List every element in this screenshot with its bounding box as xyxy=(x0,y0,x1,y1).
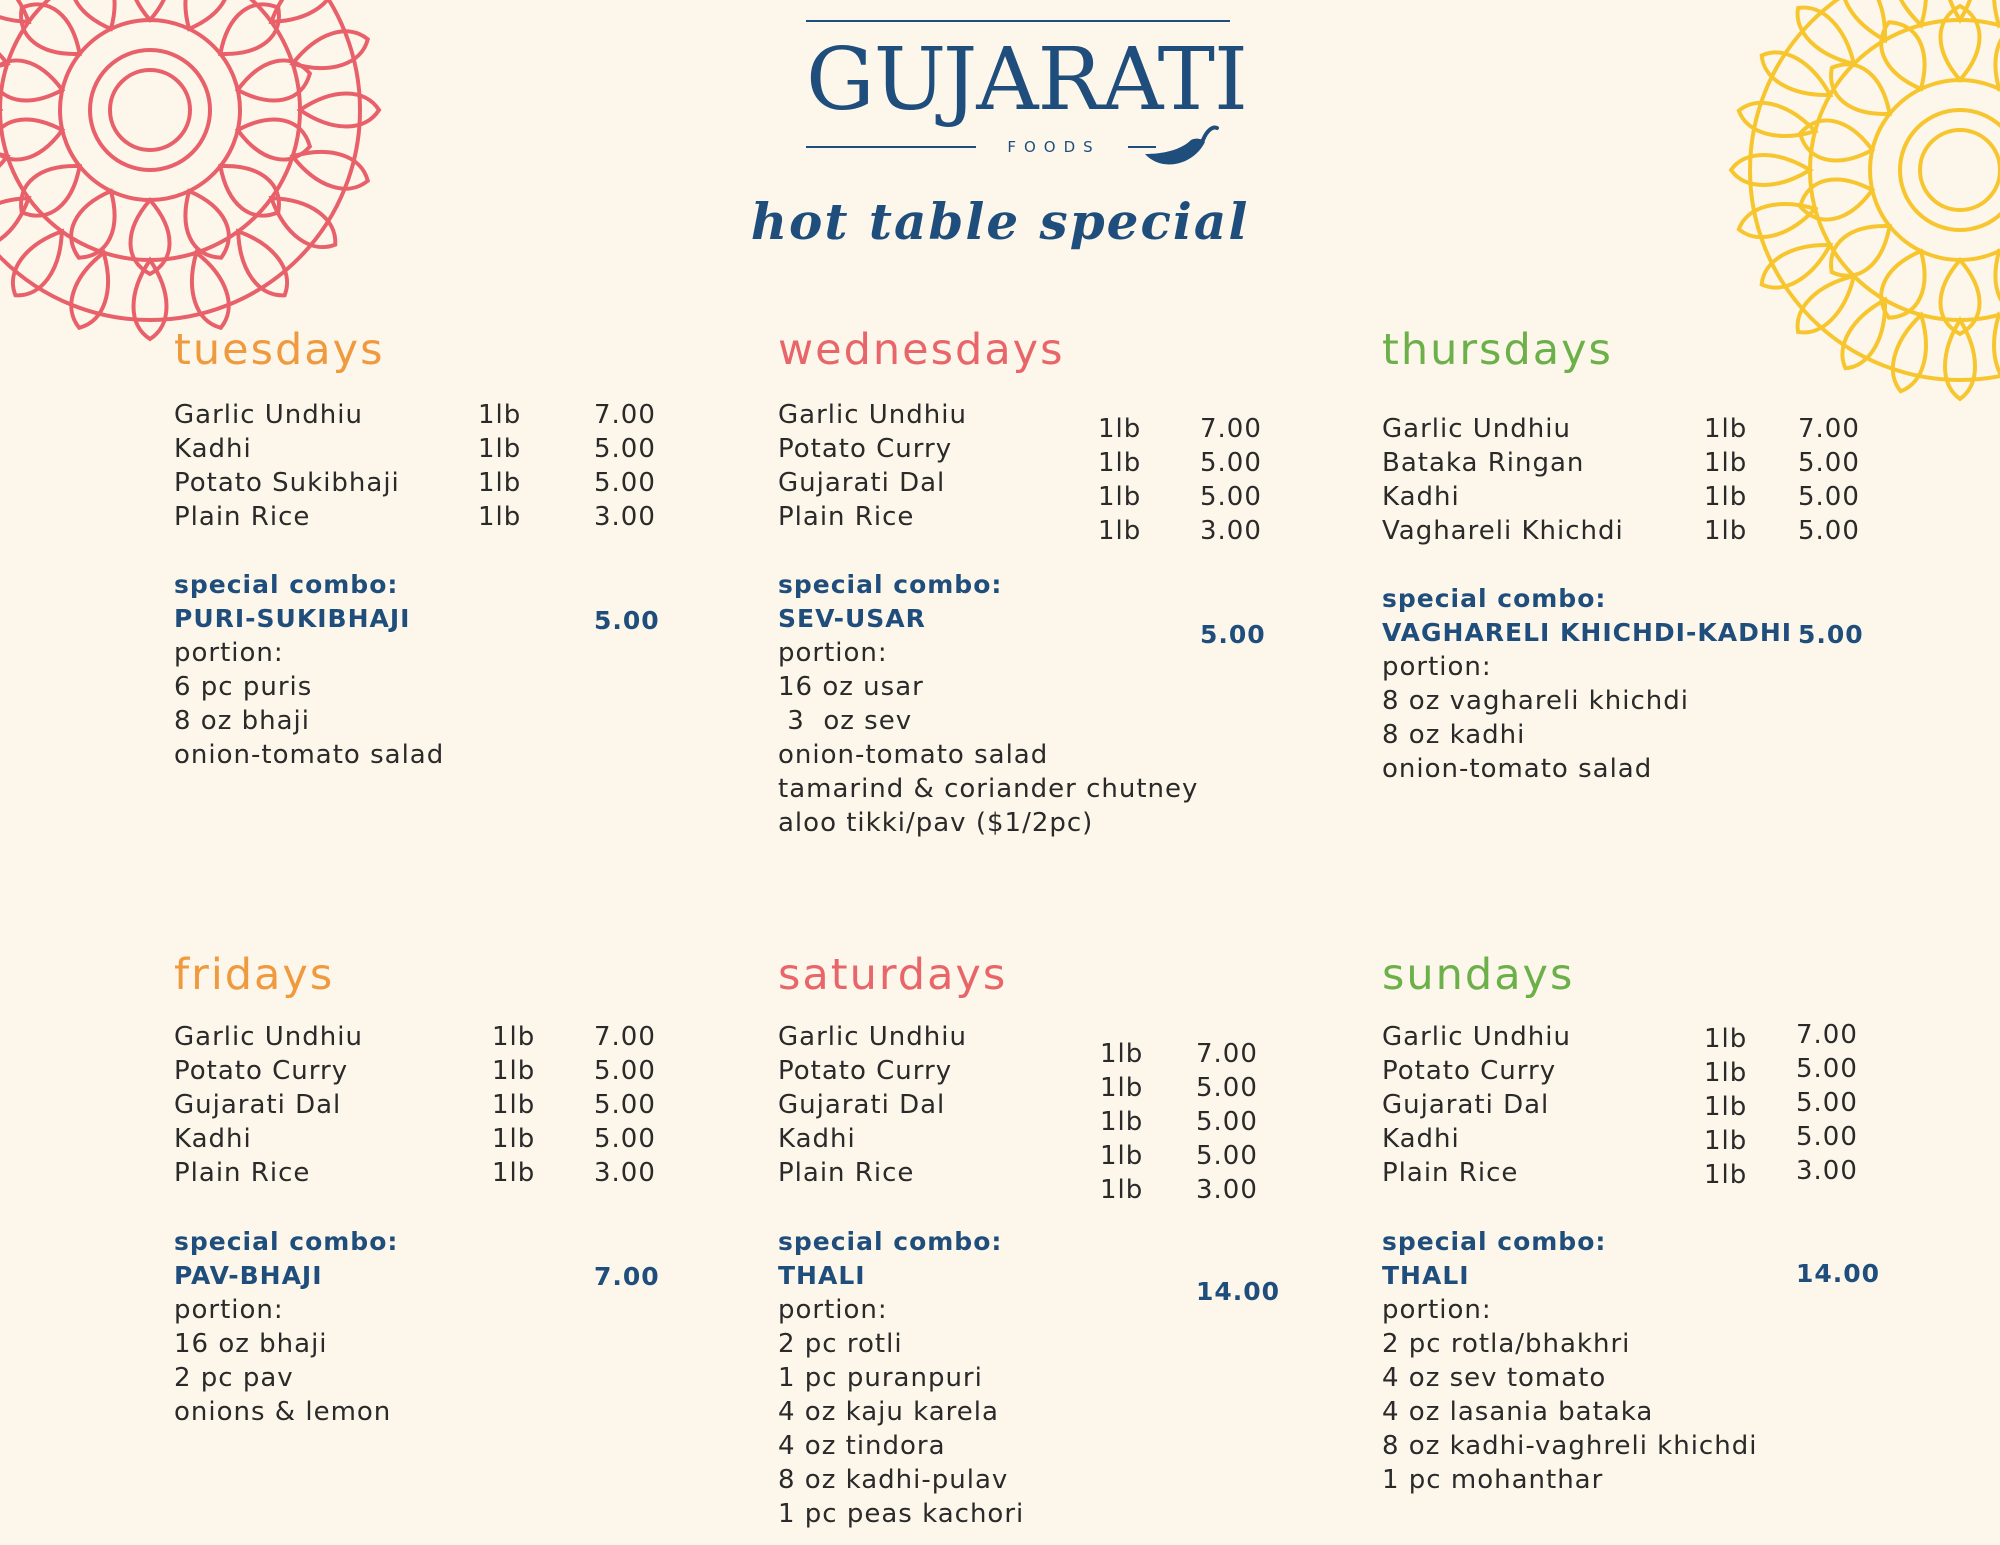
item-prices xyxy=(1796,1018,1858,1188)
item-price: 5.00 xyxy=(594,468,656,498)
combo-name: VAGHARELI KHICHDI-KADHI xyxy=(1382,618,1793,647)
combo-price: 5.00 xyxy=(1798,620,1864,649)
item-qty: 1lb xyxy=(1704,516,1748,546)
item-name: Bataka Ringan xyxy=(1382,448,1585,478)
portion-line: portion: xyxy=(174,638,284,668)
item-qty: 1lb xyxy=(1100,1039,1144,1069)
portion-line: 1 pc mohanthar xyxy=(1382,1465,1604,1495)
item-name: Kadhi xyxy=(174,1124,252,1154)
day-heading: thursdays xyxy=(1382,325,1613,375)
portion-line: portion: xyxy=(174,1295,284,1325)
item-names xyxy=(1382,412,1624,548)
combo-price: 14.00 xyxy=(1196,1277,1281,1306)
special-combo xyxy=(778,568,1198,840)
combo-price: 5.00 xyxy=(594,606,660,635)
item-prices xyxy=(1798,412,1860,548)
portion-line: portion: xyxy=(778,638,888,668)
item-price: 7.00 xyxy=(1796,1020,1858,1050)
page-title: hot table special xyxy=(750,192,1250,251)
item-qty: 1lb xyxy=(1098,448,1142,478)
item-qty: 1lb xyxy=(492,1090,536,1120)
combo-name: SEV-USAR xyxy=(778,604,926,633)
item-price: 3.00 xyxy=(594,502,656,532)
item-name: Plain Rice xyxy=(174,1158,311,1188)
item-price: 3.00 xyxy=(594,1158,656,1188)
portion-line: 16 oz bhaji xyxy=(174,1329,328,1359)
item-price: 5.00 xyxy=(594,434,656,464)
combo-name: THALI xyxy=(778,1261,866,1290)
combo-portion xyxy=(778,636,1198,840)
item-name: Gujarati Dal xyxy=(1382,1090,1550,1120)
item-price: 7.00 xyxy=(1200,414,1262,444)
combo-portion xyxy=(174,1293,398,1429)
combo-label: special combo: xyxy=(174,570,399,599)
item-name: Kadhi xyxy=(1382,482,1460,512)
item-qty: 1lb xyxy=(478,502,522,532)
portion-line: onion-tomato salad xyxy=(778,740,1049,770)
item-price: 7.00 xyxy=(594,400,656,430)
item-qty: 1lb xyxy=(1704,1024,1748,1054)
portion-line: 8 oz kadhi-vaghreli khichdi xyxy=(1382,1431,1758,1461)
portion-line: onions & lemon xyxy=(174,1397,392,1427)
logo-sub-rule-left xyxy=(806,146,976,148)
combo-name: THALI xyxy=(1382,1261,1470,1290)
item-name: Kadhi xyxy=(778,1124,856,1154)
combo-portion xyxy=(1382,650,1792,786)
brand-subtitle: FOODS xyxy=(1007,138,1101,156)
item-name: Garlic Undhiu xyxy=(1382,414,1571,444)
item-price: 7.00 xyxy=(594,1022,656,1052)
portion-line: 6 pc puris xyxy=(174,672,313,702)
special-combo xyxy=(174,1225,398,1429)
item-prices xyxy=(1196,1037,1258,1207)
item-name: Potato Curry xyxy=(1382,1056,1557,1086)
item-qty: 1lb xyxy=(1704,482,1748,512)
item-qty: 1lb xyxy=(492,1124,536,1154)
item-price: 5.00 xyxy=(1798,482,1860,512)
combo-name: PURI-SUKIBHAJI xyxy=(174,604,411,633)
item-qty: 1lb xyxy=(1100,1175,1144,1205)
portion-line: portion: xyxy=(778,1295,888,1325)
item-quantities xyxy=(1704,1022,1747,1192)
item-qty: 1lb xyxy=(492,1056,536,1086)
item-name: Gujarati Dal xyxy=(778,1090,946,1120)
item-price: 5.00 xyxy=(1196,1073,1258,1103)
combo-label: special combo: xyxy=(778,570,1003,599)
item-price: 7.00 xyxy=(1798,414,1860,444)
item-qty: 1lb xyxy=(1098,482,1142,512)
item-name: Gujarati Dal xyxy=(174,1090,342,1120)
portion-line: 2 pc rotli xyxy=(778,1329,903,1359)
combo-portion xyxy=(778,1293,1024,1531)
item-price: 5.00 xyxy=(1196,1141,1258,1171)
day-heading: saturdays xyxy=(778,950,1008,1000)
portion-line: 1 pc puranpuri xyxy=(778,1363,983,1393)
item-names xyxy=(778,1020,967,1190)
item-price: 5.00 xyxy=(1798,516,1860,546)
special-combo xyxy=(778,1225,1024,1531)
item-price: 5.00 xyxy=(1796,1054,1858,1084)
day-heading: fridays xyxy=(174,950,335,1000)
combo-portion xyxy=(1382,1293,1757,1497)
combo-label: special combo: xyxy=(1382,584,1607,613)
item-price: 3.00 xyxy=(1200,516,1262,546)
portion-line: 4 oz sev tomato xyxy=(1382,1363,1607,1393)
brand-logo xyxy=(806,18,1247,158)
item-name: Potato Sukibhaji xyxy=(174,468,400,498)
item-qty: 1lb xyxy=(1100,1141,1144,1171)
portion-line: 8 oz vaghareli khichdi xyxy=(1382,686,1689,716)
item-qty: 1lb xyxy=(1100,1107,1144,1137)
item-quantities xyxy=(478,398,521,534)
item-name: Garlic Undhiu xyxy=(1382,1022,1571,1052)
item-price: 5.00 xyxy=(1796,1088,1858,1118)
portion-line: 2 pc rotla/bhakhri xyxy=(1382,1329,1631,1359)
portion-line: 1 pc peas kachori xyxy=(778,1499,1025,1529)
portion-line: aloo tikki/pav ($1/2pc) xyxy=(778,808,1094,838)
item-names xyxy=(174,1020,363,1190)
portion-line: onion-tomato salad xyxy=(174,740,445,770)
item-price: 5.00 xyxy=(1798,448,1860,478)
item-name: Potato Curry xyxy=(174,1056,349,1086)
item-qty: 1lb xyxy=(1704,1092,1748,1122)
item-qty: 1lb xyxy=(1704,1126,1748,1156)
item-name: Kadhi xyxy=(174,434,252,464)
portion-line: portion: xyxy=(1382,652,1492,682)
item-qty: 1lb xyxy=(478,400,522,430)
item-price: 5.00 xyxy=(1200,448,1262,478)
item-name: Vaghareli Khichdi xyxy=(1382,516,1624,546)
item-names xyxy=(1382,1020,1571,1190)
portion-line: 4 oz lasania bataka xyxy=(1382,1397,1654,1427)
item-names xyxy=(174,398,400,534)
item-price: 5.00 xyxy=(1196,1107,1258,1137)
item-price: 7.00 xyxy=(1196,1039,1258,1069)
item-price: 5.00 xyxy=(594,1124,656,1154)
logo-rule xyxy=(806,20,1230,22)
combo-label: special combo: xyxy=(778,1227,1003,1256)
item-qty: 1lb xyxy=(492,1022,536,1052)
item-name: Plain Rice xyxy=(778,502,915,532)
portion-line: 16 oz usar xyxy=(778,672,924,702)
item-name: Potato Curry xyxy=(778,434,953,464)
combo-label: special combo: xyxy=(174,1227,399,1256)
combo-price: 5.00 xyxy=(1200,620,1266,649)
combo-portion xyxy=(174,636,444,772)
item-qty: 1lb xyxy=(478,434,522,464)
item-prices xyxy=(594,398,656,534)
portion-line: 8 oz kadhi-pulav xyxy=(778,1465,1009,1495)
item-name: Garlic Undhiu xyxy=(174,1022,363,1052)
day-heading: tuesdays xyxy=(174,325,385,375)
item-price: 5.00 xyxy=(594,1056,656,1086)
portion-line: 8 oz kadhi xyxy=(1382,720,1526,750)
day-heading: wednesdays xyxy=(778,325,1065,375)
item-price: 3.00 xyxy=(1796,1156,1858,1186)
item-price: 5.00 xyxy=(1200,482,1262,512)
combo-price: 7.00 xyxy=(594,1262,660,1291)
item-price: 3.00 xyxy=(1196,1175,1258,1205)
chili-pepper-icon xyxy=(1141,116,1221,176)
item-qty: 1lb xyxy=(1098,516,1142,546)
item-name: Garlic Undhiu xyxy=(778,400,967,430)
portion-line: 4 oz tindora xyxy=(778,1431,946,1461)
item-qty: 1lb xyxy=(1098,414,1142,444)
item-name: Plain Rice xyxy=(778,1158,915,1188)
special-combo xyxy=(1382,1225,1757,1497)
item-quantities xyxy=(492,1020,535,1190)
portion-line: portion: xyxy=(1382,1295,1492,1325)
item-quantities xyxy=(1704,412,1747,548)
item-name: Gujarati Dal xyxy=(778,468,946,498)
item-qty: 1lb xyxy=(1100,1073,1144,1103)
item-qty: 1lb xyxy=(1704,1160,1748,1190)
portion-line: 4 oz kaju karela xyxy=(778,1397,999,1427)
combo-price: 14.00 xyxy=(1796,1259,1881,1288)
item-qty: 1lb xyxy=(1704,414,1748,444)
combo-label: special combo: xyxy=(1382,1227,1607,1256)
combo-name: PAV-BHAJI xyxy=(174,1261,323,1290)
special-combo xyxy=(1382,582,1792,786)
portion-line: 8 oz bhaji xyxy=(174,706,310,736)
item-names xyxy=(778,398,967,534)
item-name: Potato Curry xyxy=(778,1056,953,1086)
item-prices xyxy=(594,1020,656,1190)
item-name: Kadhi xyxy=(1382,1124,1460,1154)
item-qty: 1lb xyxy=(1704,448,1748,478)
item-quantities xyxy=(1100,1037,1143,1207)
item-qty: 1lb xyxy=(1704,1058,1748,1088)
special-combo xyxy=(174,568,444,772)
portion-line: 3 oz sev xyxy=(778,706,913,736)
item-qty: 1lb xyxy=(492,1158,536,1188)
item-prices xyxy=(1200,412,1262,548)
portion-line: tamarind & coriander chutney xyxy=(778,774,1199,804)
item-price: 5.00 xyxy=(594,1090,656,1120)
portion-line: 2 pc pav xyxy=(174,1363,294,1393)
item-qty: 1lb xyxy=(478,468,522,498)
brand-name: GUJARATI xyxy=(806,30,1247,130)
portion-line: onion-tomato salad xyxy=(1382,754,1653,784)
item-name: Garlic Undhiu xyxy=(778,1022,967,1052)
item-quantities xyxy=(1098,412,1141,548)
item-name: Plain Rice xyxy=(1382,1158,1519,1188)
item-name: Garlic Undhiu xyxy=(174,400,363,430)
day-heading: sundays xyxy=(1382,950,1575,1000)
item-price: 5.00 xyxy=(1796,1122,1858,1152)
item-name: Plain Rice xyxy=(174,502,311,532)
